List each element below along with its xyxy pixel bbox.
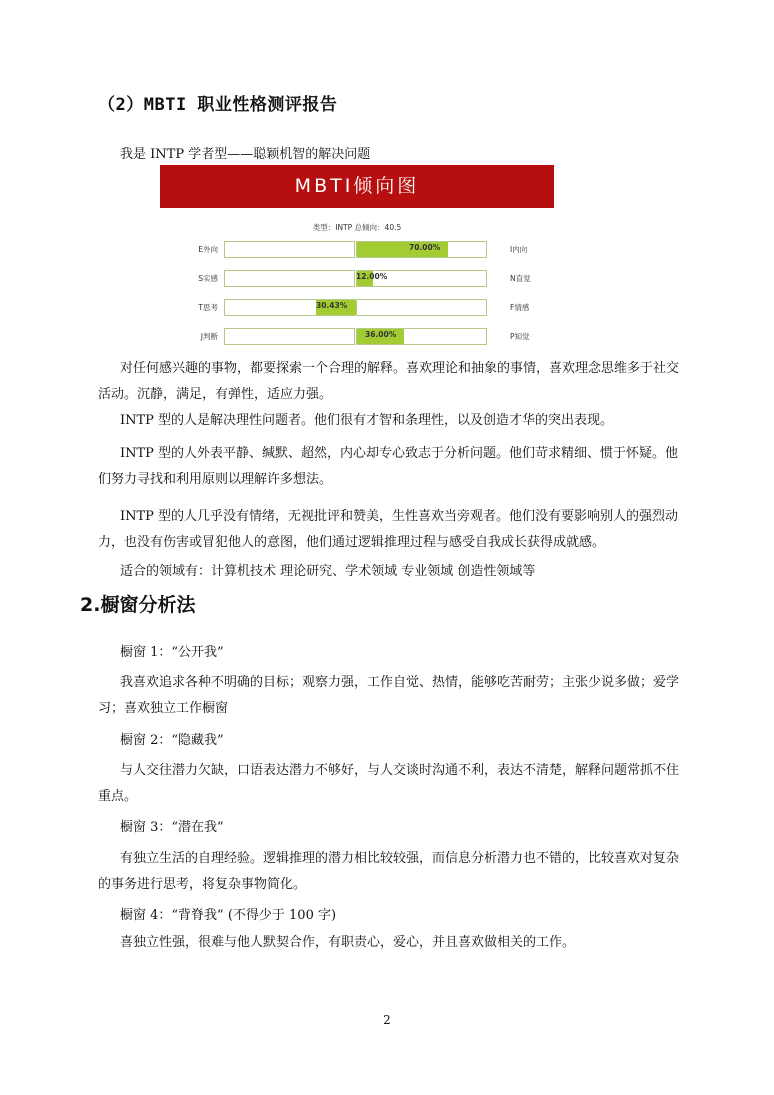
chart-subtitle: 类型：INTP 总倾向：40.5 <box>312 223 402 232</box>
chart-bar-left-box <box>224 328 355 345</box>
chart-row <box>160 298 554 318</box>
window-text: 我喜欢追求各种不明确的目标；观察力强，工作自觉、热情，能够吃苦耐劳；主张少说多做；爱学习；喜欢独立工作橱窗 <box>98 675 680 716</box>
chart-bar-left-box <box>224 241 355 258</box>
window-title: 橱窗 2：“隐藏我” <box>120 733 224 748</box>
paragraph: INTP 型的人外表平静、缄默、超然，内心却专心致志于分析问题。他们苛求精细、惯于怀疑。他们努力寻找和利用原则以理解许多想法。 <box>98 446 679 487</box>
window-text: 与人交往潜力欠缺，口语表达潜力不够好，与人交谈时沟通不利，表达不清楚，解释问题常抓不住重点。 <box>98 763 680 804</box>
paragraph: INTP 型的人几乎没有情绪，无视批评和赞美，生性喜欢当旁观者。他们没有要影响别人的强烈动力，也没有伤害或冒犯他人的意图，他们通过逻辑推理过程与感受自我成长获得成就感。 <box>98 509 679 550</box>
chart-row-left-label: S实感 <box>198 274 218 283</box>
chart-row-right-label: I内向 <box>510 245 528 254</box>
chart-row-left-label: J判断 <box>200 332 218 341</box>
chart-row-right-label: N直觉 <box>510 274 531 283</box>
chart-row-left-label: T思考 <box>198 303 218 312</box>
chart-row-right-label: P知觉 <box>510 332 530 341</box>
chart-row <box>160 240 554 260</box>
chart-row <box>160 327 554 347</box>
mbti-chart <box>160 165 554 347</box>
chart-bar-left-box <box>224 270 355 287</box>
window-title: 橱窗 1：“公开我” <box>120 645 224 660</box>
page-number: 2 <box>383 1013 391 1027</box>
window-text: 有独立生活的自理经验。逻辑推理的潜力相比较较强，而信息分析潜力也不错的，比较喜欢对复杂的事务进行思考，将复杂事物简化。 <box>98 851 680 892</box>
chart-title-banner: MBTI倾向图 <box>160 165 554 208</box>
section-heading-mbti: （2）MBTI 职业性格测评报告 <box>98 95 338 115</box>
section-heading-window: 2.橱窗分析法 <box>80 594 196 616</box>
chart-bar-right-box <box>356 299 487 316</box>
window-text: 喜独立性强，很难与他人默契合作，有职责心，爱心，并且喜欢做相关的工作。 <box>120 935 576 950</box>
chart-data-label: 30.43% <box>316 301 348 310</box>
paragraph: 对任何感兴趣的事物，都要探索一个合理的解释。喜欢理论和抽象的事情，喜欢理念思维多于社交活动。沉静，满足，有弹性，适应力强。 <box>98 361 680 402</box>
chart-row-right-label: F情感 <box>510 303 530 312</box>
paragraph: INTP 型的人是解决理性问题者。他们很有才智和条理性，以及创造才华的突出表现。 <box>120 413 614 428</box>
chart-row-left-label: E外向 <box>198 245 218 254</box>
chart-data-label: 70.00% <box>409 243 441 252</box>
window-title: 橱窗 4：“背脊我” (不得少于 100 字) <box>120 908 337 923</box>
window-title: 橱窗 3：“潜在我” <box>120 820 224 835</box>
chart-data-label: 12.00% <box>356 272 388 281</box>
chart-data-label: 36.00% <box>365 330 397 339</box>
chart-row <box>160 269 554 289</box>
intro-line: 我是 INTP 学者型——聪颖机智的解决问题 <box>120 147 371 162</box>
paragraph: 适合的领域有：计算机技术 理论研究、学术领域 专业领域 创造性领域等 <box>120 564 536 579</box>
